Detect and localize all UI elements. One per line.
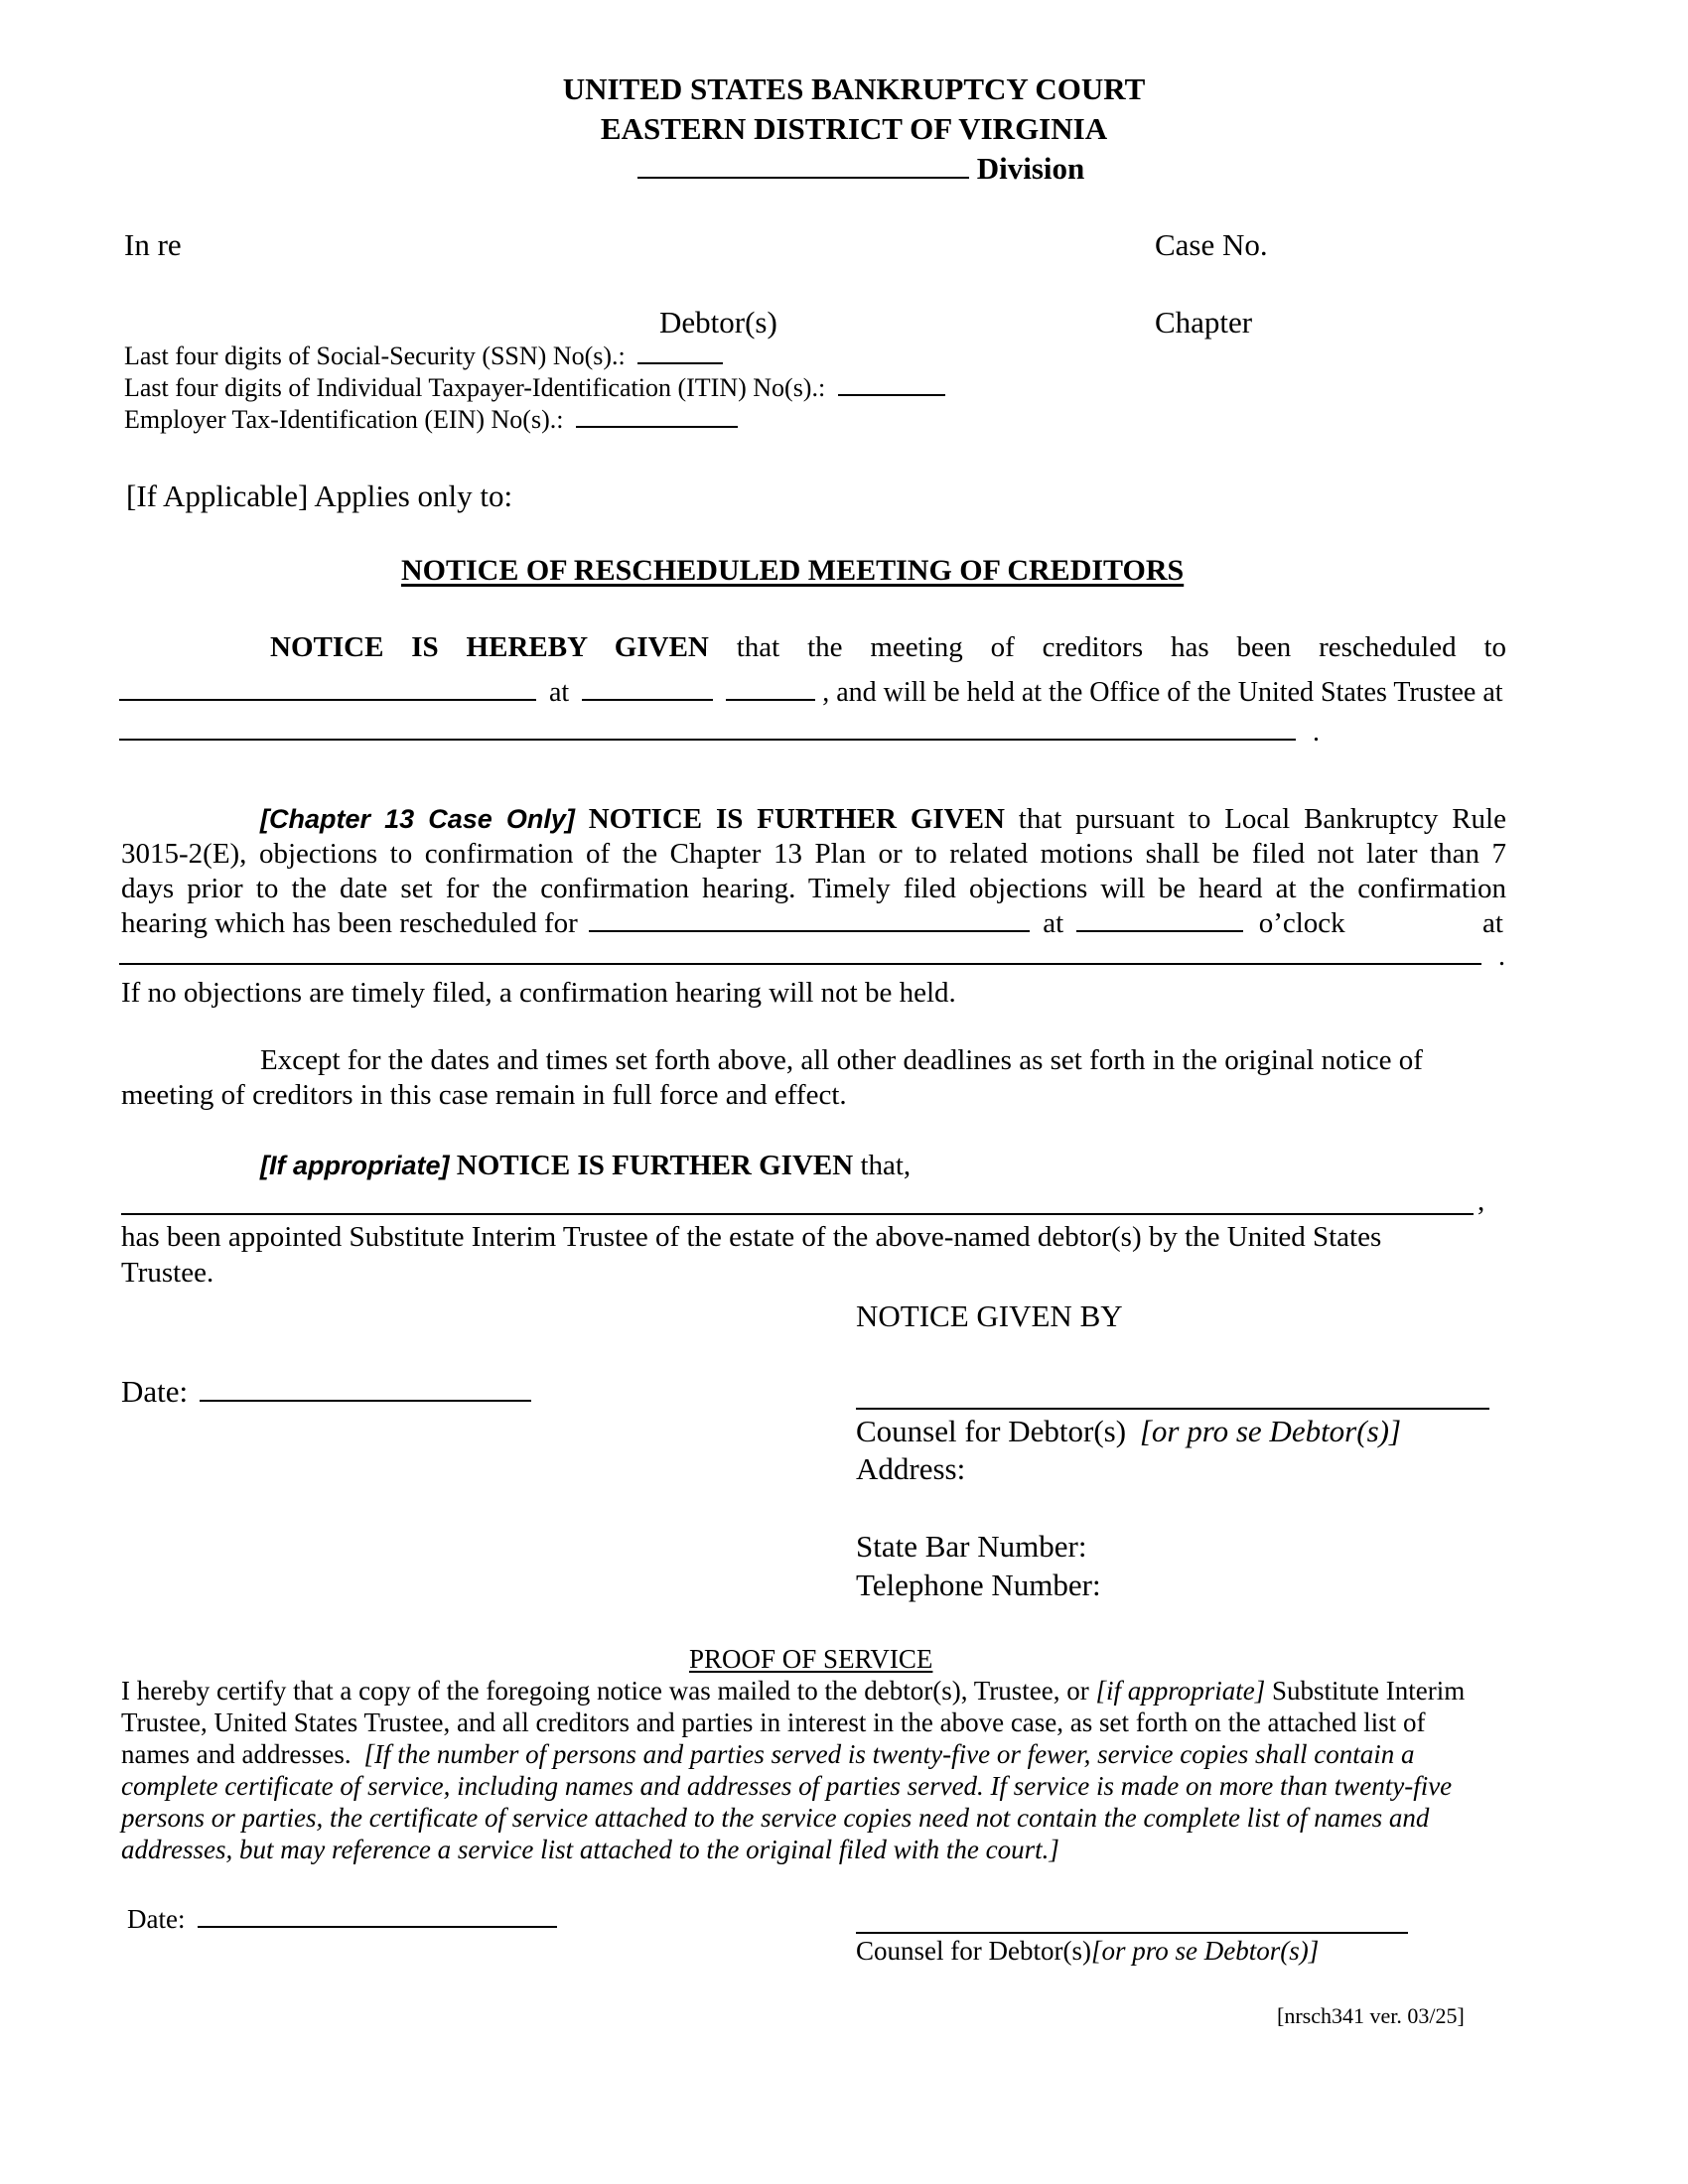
proof-counsel-line [856, 1936, 1319, 1967]
proof-l1-b: Substitute Interim [1271, 1676, 1466, 1706]
form-version: [nrsch341 ver. 03/25] [1277, 2003, 1465, 2028]
meeting-date-blank[interactable] [119, 681, 536, 701]
ch13-l4-at: at [1043, 907, 1064, 939]
hearing-location-blank[interactable] [119, 945, 1481, 965]
applies-only-to: [If Applicable] Applies only to: [126, 478, 513, 513]
trustee-tag: [If appropriate] [260, 1151, 450, 1180]
trustee-that: that, [860, 1150, 912, 1181]
ch13-lead: NOTICE IS FURTHER GIVEN [588, 803, 1005, 835]
ein-line [124, 405, 738, 435]
proof-line-2: Trustee, United States Trustee, and all creditors and parties in interest in the above case, as set forth on the attached list of [121, 1707, 1426, 1737]
debtors-label: Debtor(s) [659, 305, 777, 340]
phone-label: Telephone Number: [856, 1568, 1101, 1602]
court-name: UNITED STATES BANKRUPTCY COURT [562, 71, 1146, 106]
signature-date-label: Date: [121, 1374, 189, 1409]
notice-line-2 [119, 677, 1503, 709]
notice-title: NOTICE OF RESCHEDULED MEETING OF CREDITORS [401, 554, 1185, 587]
proof-counsel-label: Counsel for Debtor(s) [856, 1936, 1091, 1966]
ch13-l1-rest: that pursuant to Local Bankruptcy Rule [1018, 803, 1506, 835]
division-line [637, 149, 1084, 187]
meeting-ampm-blank[interactable] [726, 681, 815, 701]
ch13-line-4 [121, 907, 1345, 940]
proof-line-5: persons or parties, the certificate of service attached to the service copies need not contain the complete list of names and [121, 1803, 1430, 1833]
trustee-line-1 [260, 1150, 911, 1182]
chapter-label: Chapter [1155, 305, 1253, 340]
address-label: Address: [856, 1451, 966, 1486]
counsel-label: Counsel for Debtor(s) [856, 1414, 1127, 1448]
proof-line-3 [121, 1739, 1415, 1770]
ch13-tag: [Chapter 13 Case Only] [260, 804, 575, 834]
itin-blank[interactable] [838, 374, 945, 396]
meeting-time-blank[interactable] [582, 681, 713, 701]
notice-l2-rest: , and will be held at the Office of the United States Trustee at [822, 677, 1503, 708]
proof-l3-i: [If the number of persons and parties served is twenty-five or fewer, service copies shall contain a [363, 1739, 1415, 1769]
ch13-line-1 [260, 803, 1506, 836]
ch13-line-2: 3015-2(E), objections to confirmation of the Chapter 13 Plan or to related motions shall be filed not later than 7 [121, 838, 1506, 870]
trustee-lead: NOTICE IS FURTHER GIVEN [456, 1150, 854, 1181]
ssn-label: Last four digits of Social-Security (SSN) No(s).: [124, 341, 626, 370]
in-re-label: In re [124, 227, 182, 262]
itin-label: Last four digits of Individual Taxpayer-Identification (ITIN) No(s).: [124, 373, 826, 402]
ch13-line-5 [119, 941, 1505, 973]
trustee-name-blank[interactable] [121, 1213, 1474, 1215]
proof-line-4: complete certificate of service, including names and addresses of parties served. If service is made on more than twenty-five [121, 1771, 1453, 1801]
notice-period: . [1313, 717, 1320, 748]
itin-line [124, 373, 945, 403]
trustee-line-3: Trustee. [121, 1257, 214, 1289]
trustee-comma: , [1477, 1185, 1485, 1217]
proof-l1-a: I hereby certify that a copy of the foregoing notice was mailed to the debtor(s), Trustee, or [121, 1676, 1089, 1706]
notice-at: at [549, 677, 570, 708]
proof-signature-line[interactable] [856, 1932, 1408, 1934]
ch13-l4-at2: at [1482, 907, 1503, 939]
counsel-signature-line[interactable] [856, 1408, 1489, 1410]
proof-line-1 [121, 1676, 1465, 1706]
notice-lead: NOTICE IS HEREBY GIVEN [270, 631, 709, 663]
hearing-time-blank[interactable] [1076, 910, 1243, 932]
proof-pro-se-label: [or pro se Debtor(s)] [1090, 1936, 1320, 1966]
signature-date-blank[interactable] [200, 1378, 531, 1402]
proof-l3-a: names and addresses. [121, 1739, 352, 1769]
trustee-line-2: has been appointed Substitute Interim Trustee of the estate of the above-named debtor(s) by the United States [121, 1221, 1382, 1253]
proof-date-blank[interactable] [198, 1906, 557, 1928]
meeting-location-blank[interactable] [119, 721, 1296, 741]
ch13-period: . [1498, 941, 1505, 972]
proof-l1-i: [if appropriate] [1095, 1676, 1266, 1706]
ein-blank[interactable] [576, 406, 738, 428]
ch13-line-3: days prior to the date set for the confirmation hearing. Timely filed objections will be heard at the confirmation [121, 873, 1506, 904]
ssn-blank[interactable] [637, 342, 723, 364]
hearing-date-blank[interactable] [589, 910, 1030, 932]
proof-heading: PROOF OF SERVICE [689, 1644, 933, 1674]
counsel-line [856, 1414, 1401, 1449]
proof-date-line [127, 1904, 557, 1935]
district-name: EASTERN DISTRICT OF VIRGINIA [600, 111, 1108, 146]
notice-line-3 [119, 717, 1320, 749]
except-line-2: meeting of creditors in this case remain in full force and effect. [121, 1079, 847, 1111]
ein-label: Employer Tax-Identification (EIN) No(s).: [124, 405, 564, 434]
notice-l1-rest: that the meeting of creditors has been rescheduled to [736, 631, 1506, 663]
pro-se-label: [or pro se Debtor(s)] [1139, 1414, 1402, 1448]
ssn-line [124, 341, 723, 371]
signature-date-line [121, 1374, 531, 1410]
case-no-label: Case No. [1155, 227, 1268, 262]
ch13-l4-a: hearing which has been rescheduled for [121, 907, 578, 939]
division-blank[interactable] [637, 149, 969, 179]
bar-number-label: State Bar Number: [856, 1529, 1087, 1564]
notice-line-1 [270, 631, 1506, 664]
proof-line-6: addresses, but may reference a service list attached to the original filed with the court.] [121, 1835, 1059, 1864]
except-line-1: Except for the dates and times set forth above, all other deadlines as set forth in the original notice of [260, 1044, 1423, 1076]
proof-date-label: Date: [127, 1904, 186, 1934]
ch13-line-6: If no objections are timely filed, a confirmation hearing will not be held. [121, 977, 956, 1009]
ch13-l4-oclock: o’clock [1258, 907, 1345, 939]
division-label: Division [976, 151, 1085, 186]
notice-given-by: NOTICE GIVEN BY [856, 1298, 1123, 1333]
